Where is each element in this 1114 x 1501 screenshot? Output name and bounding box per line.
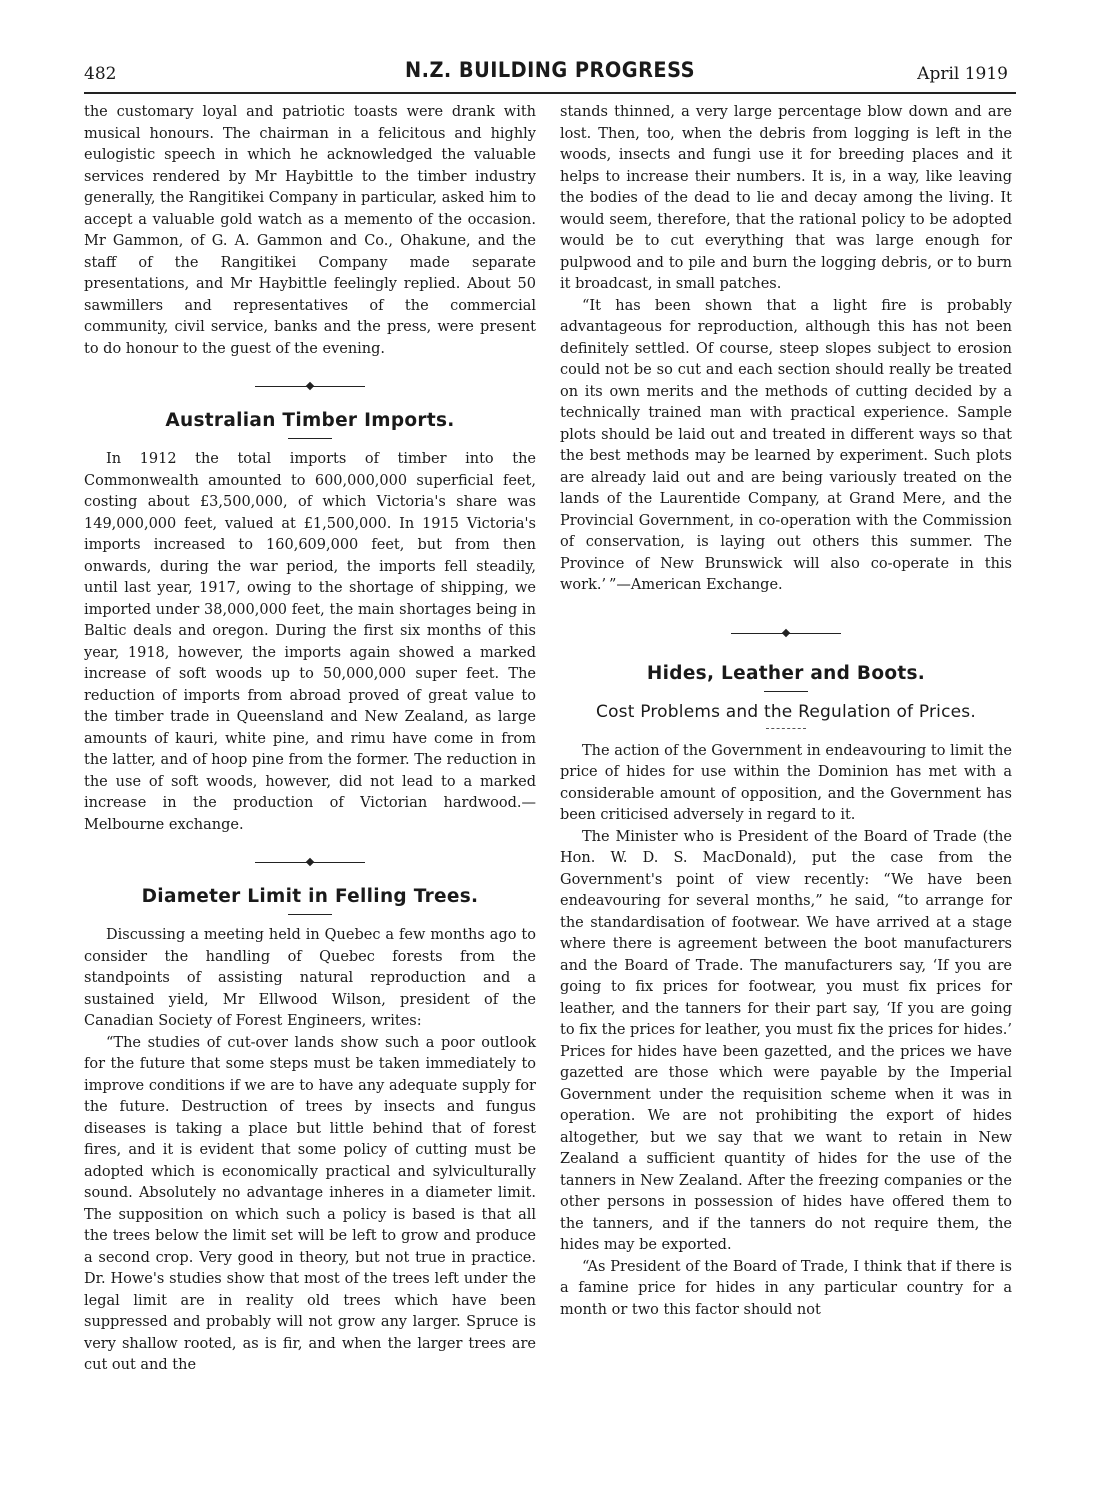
article-title-hides-leather-boots: Hides, Leather and Boots. [646,662,926,684]
article-paragraph: Discussing a meeting held in Quebec a few months ago to consider the handling of Quebec forests from the standpoints of assisting natural reproduction and a sustained yield, Mr Ellwood Wilson, president of the Canadian Society of Forest Engineers, writes: [84,927,536,1029]
section-separator [255,856,365,870]
page-header [84,58,1016,94]
subtitle-rule [766,728,806,729]
section-separator [731,627,841,641]
section-separator [255,380,365,394]
journal-title: N.Z. BUILDING PROGRESS [405,58,695,82]
right-column [560,102,1012,1321]
left-column [84,102,536,1377]
article-body-timber-imports: In 1912 the total imports of timber into the Commonwealth amounted to 600,000,000 superficial feet, costing about £3,500,000, of which Victoria's share was 149,000,000 feet, valued at £1,500,000. In 1915 Victoria's imports increased to 160,609,000 feet, but from then onwards, during the war period, the imports fell steadily, until last year, 1917, owing to the shortage of shipping, we imported under 38,000,000 feet, the main shortages being in Baltic deals and oregon. During the first six months of this year, 1918, however, the imports again showed a marked increase of soft woods up to 50,000,000 super feet. The reduction of imports from abroad proved of great value to the timber trade in Queensland and New Zealand, as large amounts of kauri, white pine, and rimu have come in from the latter, and of hoop pine from the former. The reduction in the use of soft woods, however, did not lead to a marked increase in the production of Victorian hardwood.—Melbourne exchange. [84,451,536,833]
article-title-diameter-limit: Diameter Limit in Felling Trees. [141,886,479,907]
article-paragraph: The action of the Government in endeavouring to limit the price of hides for use within the Dominion has met with a considerable amount of opposition, and the Government has been criticised adversely in regard to it. [560,742,1012,823]
continuation-paragraph: “It has been shown that a light fire is probably advantageous for reproduction, although this has not been definitely settled. Of course, steep slopes subject to erosion could not be so cut and each section should really be treated on its own merits and the methods of cutting decided by a technically trained man with practical experience. Sample plots should be laid out and treated in different ways so that the best methods may be learned by experiment. Such plots are already laid out and are being variously treated on the lands of the Laurentide Company, at Grand Mere, and the Provincial Government, in co-operation with the Commission of conservation, is laying out others this summer. The Province of New Brunswick will also co-operate in this work.’ ”—American Exchange. [560,297,1012,593]
article-paragraph: “As President of the Board of Trade, I think that if there is a famine price for hides in any particular country for a month or two this factor should not [560,1258,1012,1318]
title-rule [764,691,808,692]
continuation-paragraph: stands thinned, a very large percentage blow down and are lost. Then, too, when the debris from logging is left in the woods, insects and fungi use it for breeding places and it helps to increase their numbers. It is, in a way, like leaving the bodies of the dead to lie and decay among the living. It would seem, therefore, that the rational policy to be adopted would be to cut everything that was large enough for pulpwood and to pile and burn the logging debris, or to burn it broadcast, in small patches. [560,104,1012,292]
title-rule [288,438,332,439]
article-paragraph: “The studies of cut-over lands show such a poor outlook for the future that some steps must be taken immediately to improve conditions if we are to have any adequate supply for the future. Destruction of trees by insects and fungus diseases is taking a place but little behind that of forest fires, and it is evident that some policy of cutting must be adopted which is economically practical and sylviculturally sound. Absolutely no advantage inheres in a diameter limit. The supposition on which such a policy is based is that all the trees below the limit set will be left to grow and produce a second crop. Very good in theory, but not true in practice. Dr. Howe's studies show that most of the trees left under the legal limit are in reality old trees which have been suppressed and probably will not grow any larger. Spruce is very shallow rooted, as is fir, and when the larger trees are cut out and the [84,1034,536,1373]
article-title-timber-imports: Australian Timber Imports. [165,410,455,431]
article-subtitle: Cost Problems and the Regulation of Prices. [596,701,976,722]
page-number: 482 [84,64,117,84]
issue-date: April 1919 [917,64,1008,84]
article-paragraph: The Minister who is President of the Board of Trade (the Hon. W. D. S. MacDonald), put the case from the Government's point of view recently: “We have been endeavouring for several months,” he said, “to arrange for the standardisation of footwear. We have arrived at a stage where there is agreement between the boot manufacturers and the Board of Trade. The manufacturers say, ‘If you are going to fix prices for footwear, you must fix prices for leather, and the tanners for their part say, ‘If you are going to fix the prices for leather, you must fix the prices for hides.’ Prices for hides have been gazetted, and the prices we have gazetted are those which were payable by the Imperial Government under the requisition scheme when it was in operation. We are not prohibiting the export of hides altogether, but we say that we want to retain in New Zealand a sufficient quantity of hides for the use of the tanners in New Zealand. After the freezing companies or the other persons in possession of hides have offered them to the tanners, and if the tanners do not require them, the hides may be exported. [560,828,1012,1253]
title-rule [288,914,332,915]
continuation-paragraph: the customary loyal and patriotic toasts were drank with musical honours. The chairman in a felicitous and highly eulogistic speech in which he acknowledged the valuable services rendered by Mr Haybittle to the timber industry generally, the Rangitikei Company in particular, asked him to accept a valuable gold watch as a memento of the occasion. Mr Gammon, of G. A. Gammon and Co., Ohakune, and the staff of the Rangitikei Company made separate presentations, and Mr Haybittle feelingly replied. About 50 sawmillers and representatives of the commercial community, civil service, banks and the press, were present to do honour to the guest of the evening. [84,104,536,357]
